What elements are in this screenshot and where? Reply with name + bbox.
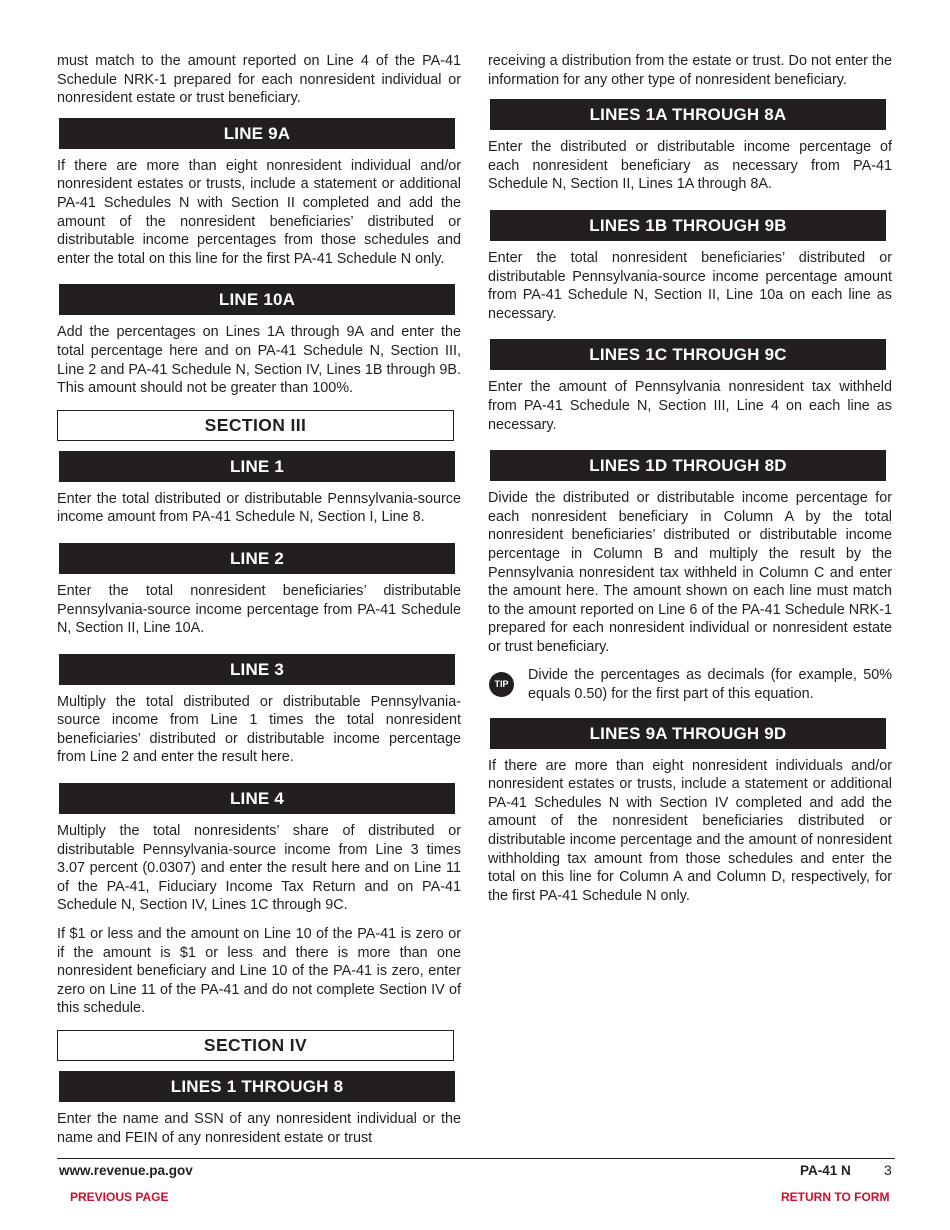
- return-to-form-link[interactable]: RETURN TO FORM: [781, 1190, 890, 1204]
- lines-1d-8d-heading: LINES 1D THROUGH 8D: [490, 450, 886, 481]
- section-3-line-4-heading: LINE 4: [59, 783, 455, 814]
- lines-1a-8a-heading: LINES 1A THROUGH 8A: [490, 99, 886, 130]
- footer-page-number: 3: [884, 1162, 892, 1178]
- line-10a-heading: LINE 10A: [59, 284, 455, 315]
- section-3-line-1-text: Enter the total distributed or distributable Pennsylvania-source income amount from PA-41 Schedule N, Section I, Line 8.: [57, 490, 461, 526]
- lines-1b-9b-text: Enter the total nonresident beneficiaries’ distributed or distributable Pennsylvania-source income percentage amount from PA-41 Schedule N, Section II, Line 10a on each line as necessary.: [488, 249, 892, 322]
- lines-1d-8d-text: Divide the distributed or distributable income percentage for each nonresident beneficiary in Column A by the total nonresident beneficiaries’ distributed or distributable income percentage in Column B and multiply the result by the Pennsylvania nonresident tax withheld in Column C and enter the amount here. The amount shown on each line must match to the amount reported on Line 6 of the PA-41 Schedule NRK-1 prepared for each nonresident individual or nonresident estate or trust beneficiary.: [488, 490, 892, 655]
- section-4-lines-1-8-heading: LINES 1 THROUGH 8: [59, 1071, 455, 1102]
- line-9a-text: If there are more than eight nonresident individual and/or nonresident estates or trusts, include a statement or additional PA-41 Schedules N with Section II completed and add the amount of the nonresident beneficiaries’ distributed or distributable income percentages from those schedules and enter the total on this line for the first PA-41 Schedule N only.: [57, 157, 461, 267]
- section-3-line-1-heading: LINE 1: [59, 451, 455, 482]
- lines-9a-9d-heading: LINES 9A THROUGH 9D: [490, 718, 886, 749]
- section-4-lines-1-8-text: Enter the name and SSN of any nonresident individual or the name and FEIN of any nonresident estate or trust: [57, 1111, 461, 1146]
- tip-text: Divide the percentages as decimals (for example, 50% equals 0.50) for the first part of this equation.: [528, 667, 892, 703]
- lines-1b-9b-heading: LINES 1B THROUGH 9B: [490, 210, 886, 241]
- lines-1c-9c-heading: LINES 1C THROUGH 9C: [490, 339, 886, 370]
- left-column: [57, 52, 461, 1157]
- section-3-line-4-text: Multiply the total nonresidents’ share of distributed or distributable Pennsylvania-source income from Line 3 times 3.07 percent (0.0307) and enter the result here and on Line 11 of the PA-41, Fiduciary Income Tax Return and on PA-41 Schedule N, Section IV, Lines 1C through 9C.: [57, 823, 461, 914]
- section-3-line-2-heading: LINE 2: [59, 543, 455, 574]
- line-9a-heading: LINE 9A: [59, 118, 455, 149]
- line-10a-text: Add the percentages on Lines 1A through 9A and enter the total percentage here and on PA-41 Schedule N, Section III, Line 2 and PA-41 Schedule N, Section IV, Lines 1B through 9B. This amount should not be greater than 100%.: [57, 324, 461, 397]
- section-3-heading: SECTION III: [57, 410, 454, 441]
- section-3-line-4-note: If $1 or less and the amount on Line 10 of the PA-41 is zero or if the amount is $1 or less and there is more than one nonresident beneficiary and Line 10 of the PA-41 is zero, enter zero on Line 11 of the PA-41 and do not complete Section IV of this schedule.: [57, 926, 461, 1017]
- footer-website: www.revenue.pa.gov: [59, 1163, 193, 1178]
- footer-form-id: PA-41 N: [800, 1163, 851, 1178]
- section-3-line-2-text: Enter the total nonresident beneficiaries’ distributable Pennsylvania-source income percentage from PA-41 Schedule N, Section II, Line 10A.: [57, 582, 461, 637]
- tip-icon: TIP: [489, 672, 514, 697]
- previous-page-link[interactable]: PREVIOUS PAGE: [70, 1190, 169, 1204]
- tip-callout: [488, 666, 892, 703]
- right-column: [488, 52, 892, 915]
- section-3-line-3-text: Multiply the total distributed or distributable Pennsylvania-source income from Line 1 times the total nonresident beneficiaries’ distributed or distributable income percentage from Line 2 and enter the result here.: [57, 693, 461, 766]
- footer-divider: [57, 1158, 895, 1159]
- left-intro-text: must match to the amount reported on Line 4 of the PA-41 Schedule NRK-1 prepared for each nonresident individual or nonresident estate or trust beneficiary.: [57, 53, 461, 107]
- lines-1c-9c-text: Enter the amount of Pennsylvania nonresident tax withheld from PA-41 Schedule N, Section III, Line 4 on each line as necessary.: [488, 379, 892, 433]
- section-3-line-3-heading: LINE 3: [59, 654, 455, 685]
- section-4-heading: SECTION IV: [57, 1030, 454, 1061]
- right-intro-text: receiving a distribution from the estate or trust. Do not enter the information for any other type of nonresident beneficiary.: [488, 53, 892, 88]
- lines-9a-9d-text: If there are more than eight nonresident individuals and/or nonresident estates or trusts, include a statement or additional PA-41 Schedules N with Section IV completed and add the amount of the nonresident beneficiaries distributed or distributable income percentage and the amount of nonresident withholding tax amount from those schedules and enter the total on this line for Column A and Column D, respectively, for the first PA-41 Schedule N only.: [488, 757, 892, 904]
- lines-1a-8a-text: Enter the distributed or distributable income percentage of each nonresident beneficiary as necessary from PA-41 Schedule N, Section II, Lines 1A through 8A.: [488, 139, 892, 193]
